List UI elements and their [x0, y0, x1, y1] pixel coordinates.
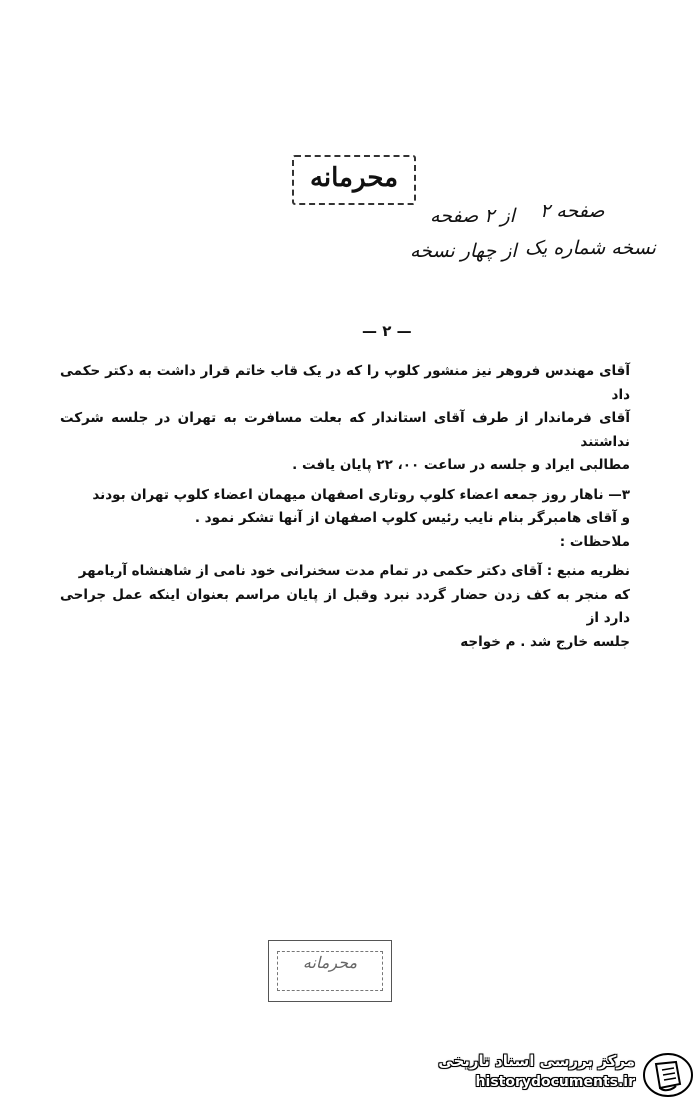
paragraph-line: نظریه منبع : آقای دکتر حکمی در تمام مدت سخنرانی خود نامی از شاهنشاه آریامهر — [78, 563, 630, 579]
paragraph-line: که منجر به کف زدن حضار گردد نبرد وقبل از پایان مراسم بعنوان اینکه عمل جراحی دارد از — [60, 586, 630, 626]
remarks-heading: ملاحظات : — [559, 533, 630, 550]
watermark-title: مرکز بررسی اسناد تاریخی — [438, 1052, 635, 1070]
confidential-stamp-bottom-label: محرمانه — [302, 953, 358, 972]
paragraph-line: آقای مهندس فروهر نیز منشور کلوپ را که در یک قاب خاتم قرار داشت به دکتر حکمی داد — [60, 363, 630, 403]
paragraph-line: ۳— ناهار روز جمعه اعضاء کلوپ روتاری اصفهان میهمان اعضاء کلوپ تهران بودند — [92, 486, 630, 503]
handnote-total-copies: از چهار نسخه — [410, 240, 517, 262]
watermark-url: historydocuments.ir — [475, 1074, 635, 1090]
confidential-stamp-top-label: محرمانه — [309, 163, 399, 193]
page-number: — ۲ — — [362, 322, 412, 340]
document-scroll-icon — [642, 1052, 694, 1098]
paragraph-line: و آقای هامبرگر بنام نایب رئیس کلوپ اصفهان از آنها تشکر نمود . — [194, 510, 630, 526]
handnote-copy-number: نسخه شماره یک — [525, 237, 656, 259]
handnote-total-pages: از ۲ صفحه — [430, 205, 515, 227]
paragraph-line: آقای فرماندار از طرف آقای استاندار که بعلت مسافرت به تهران در جلسه شرکت نداشتند — [60, 410, 630, 450]
paragraph-line: مطالبی ایراد و جلسه در ساعت ۰۰، ۲۲ پایان یافت . — [292, 457, 630, 473]
handnote-page-of: صفحه ۲ — [540, 200, 605, 222]
confidential-stamp-bottom — [268, 940, 392, 1002]
document-body — [60, 360, 630, 654]
confidential-stamp-top — [292, 155, 416, 205]
paragraph-line: جلسه خارج شد . م خواجه — [460, 633, 630, 650]
watermark-footer — [410, 1052, 700, 1098]
